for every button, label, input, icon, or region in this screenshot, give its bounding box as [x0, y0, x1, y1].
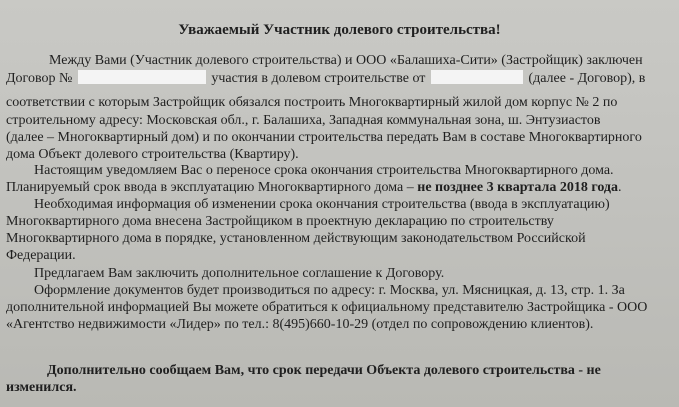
- planned-term-text: Планируемый срок ввода в эксплуатацию Многоквартирного дома –: [6, 180, 414, 195]
- p4-line-1: Предлагаем Вам заключить дополнительное соглашение к Договору.: [34, 266, 445, 281]
- p1-line-6: дома Объект долевого строительства (Квартиру).: [6, 147, 299, 162]
- contract-reference-text: (далее - Договор), в: [528, 71, 646, 86]
- p1-line-3: соответствии с которым Застройщик обязался построить Многоквартирный жилой дом корпус № 2 по: [6, 95, 618, 110]
- p3-line-1: Необходимая информация об изменении срока окончания строительства (ввода в эксплуатацию): [34, 197, 610, 212]
- p5-line-3: «Агентство недвижимости «Лидер» по тел.: 8(495)660-10-29 (отдел по сопровождению клиентов).: [6, 317, 594, 332]
- letter-title: Уважаемый Участник долевого строительства!: [178, 22, 501, 38]
- p3-line-2: Многоквартирного дома внесена Застройщиком в проектную декларацию по строительству: [6, 214, 554, 229]
- p3-line-4: Федерации.: [6, 248, 76, 263]
- planned-term-period: .: [618, 180, 622, 195]
- p1-line-5: (далее – Многоквартирный дом) и по окончании строительства передать Вам в составе Многоквартирного: [6, 130, 642, 145]
- p1-line-1: Между Вами (Участник долевого строительства) и ООО «Балашиха-Сити» (Застройщик) заключен: [49, 53, 643, 68]
- p6-line-2: изменился.: [6, 380, 77, 395]
- contract-participation-text: участия в долевом строительстве от: [211, 71, 426, 86]
- p6-line-1: Дополнительно сообщаем Вам, что срок передачи Объекта долевого строительства - не: [47, 363, 601, 378]
- p5-line-1: Оформление документов будет производиться по адресу: г. Москва, ул. Мясницкая, д. 13, стр. 1. За: [34, 283, 625, 298]
- contract-number-label: Договор №: [6, 71, 73, 86]
- p3-line-3: Многоквартирного дома в порядке, установленном действующим законодательством Российской: [6, 231, 586, 246]
- p1-line-2: [6, 70, 645, 87]
- p5-line-2: дополнительной информацией Вы можете обратиться к официальному представителю Застройщика - ООО: [6, 300, 648, 315]
- redacted-contract-date: [431, 70, 523, 84]
- p2-line-1: Настоящим уведомляем Вас о переносе срока окончания строительства Многоквартирного дома.: [34, 163, 614, 178]
- planned-term-deadline: не позднее 3 квартала 2018 года: [417, 180, 619, 195]
- p1-line-4: строительному адресу: Московская обл., г. Балашиха, Западная коммунальная зона, ш. Энтузиастов: [6, 113, 601, 128]
- redacted-contract-number: [78, 70, 206, 84]
- p2-line-2: [6, 180, 622, 196]
